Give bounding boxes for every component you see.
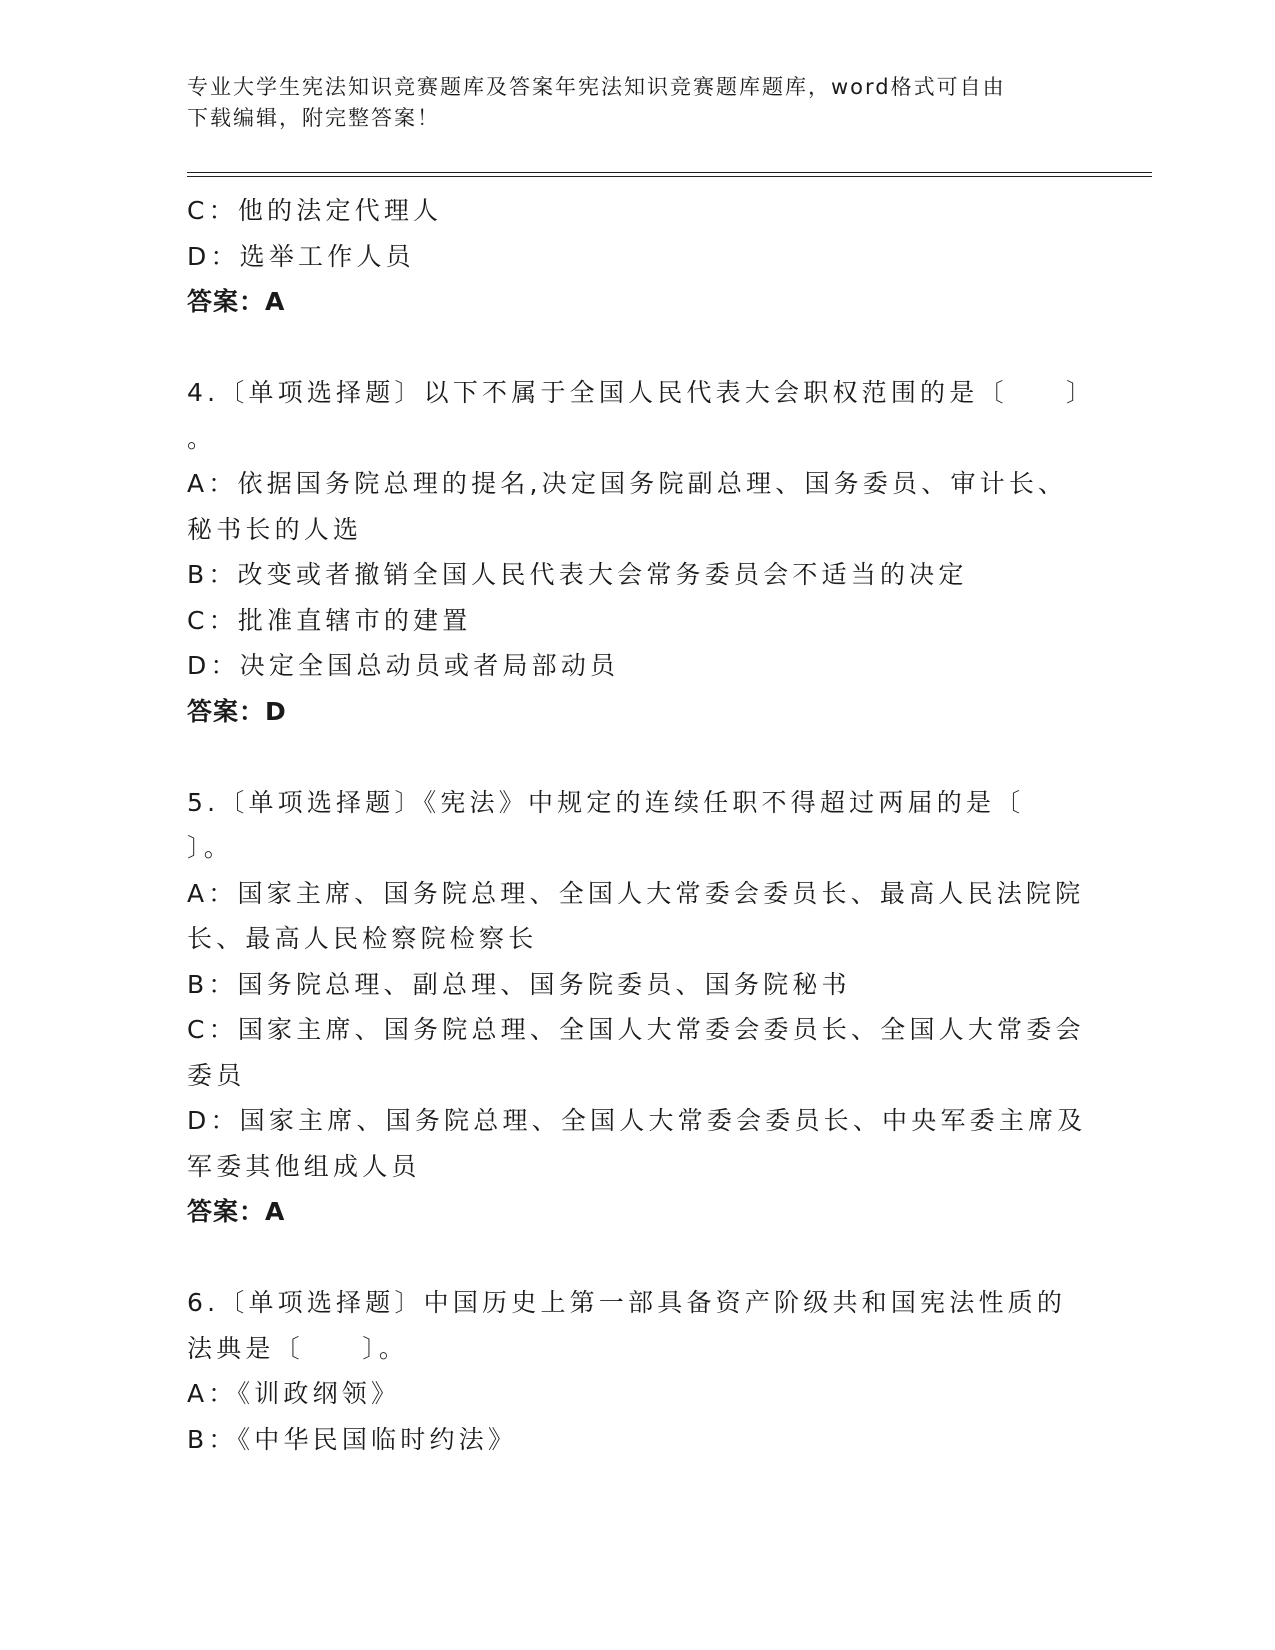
q4-stem-line-2: 。 xyxy=(187,423,217,453)
q5-option-b: B：国务院总理、副总理、国务院委员、国务院秘书 xyxy=(187,969,851,999)
header-rule-bottom xyxy=(187,176,1152,177)
spacer xyxy=(187,1235,1087,1281)
document-header xyxy=(187,72,1087,134)
q4-option-a-line-2: 秘书长的人选 xyxy=(187,514,363,544)
q4-stem-line-1: 4.〔单项选择题〕以下不属于全国人民代表大会职权范围的是〔 〕 xyxy=(187,378,1096,407)
q5-option-a-line-2: 长、最高人民检察院检察长 xyxy=(187,924,538,953)
q5-answer: 答案：A xyxy=(187,1197,286,1226)
question-4 xyxy=(187,370,1096,734)
q6-stem-line-2: 法典是〔 〕。 xyxy=(187,1333,409,1363)
header-rule-top xyxy=(187,172,1152,173)
q4-option-d: D：决定全国总动员或者局部动员 xyxy=(187,651,620,680)
question-6 xyxy=(187,1280,1087,1462)
question-3 xyxy=(187,188,1087,325)
q3-option-d: D：选举工作人员 xyxy=(187,241,415,271)
question-list xyxy=(187,188,1096,1462)
q4-option-a-line-1: A：依据国务院总理的提名,决定国务院副总理、国务委员、审计长、 xyxy=(187,469,1068,498)
q6-option-b: B：《中华民国临时约法》 xyxy=(187,1424,518,1454)
q5-option-d-line-2: 军委其他组成人员 xyxy=(187,1151,421,1181)
q4-option-c: C：批准直辖市的建置 xyxy=(187,605,472,635)
q5-stem-line-1: 5.〔单项选择题〕《宪法》中规定的连续任职不得超过两届的是〔 xyxy=(187,787,1025,817)
q5-option-a-line-1: A：国家主席、国务院总理、全国人大常委会委员长、最高人民法院院 xyxy=(187,878,1085,908)
q4-option-b: B：改变或者撤销全国人民代表大会常务委员会不适当的决定 xyxy=(187,560,968,589)
header-line-1: 专业大学生宪法知识竞赛题库及答案年宪法知识竞赛题库题库，word格式可自由 xyxy=(187,75,1006,99)
q5-option-c-line-1: C：国家主席、国务院总理、全国人大常委会委员长、全国人大常委会 xyxy=(187,1015,1085,1044)
q5-option-d-line-1: D：国家主席、国务院总理、全国人大常委会委员长、中央军委主席及 xyxy=(187,1106,1087,1135)
q3-option-c: C：他的法定代理人 xyxy=(187,196,443,225)
header-line-2: 下载编辑，附完整答案！ xyxy=(187,106,440,130)
spacer xyxy=(187,325,1087,371)
spacer xyxy=(187,734,1087,780)
question-5 xyxy=(187,780,1087,1235)
q6-option-a: A：《训政纲领》 xyxy=(187,1379,401,1408)
q5-option-c-line-2: 委员 xyxy=(187,1060,246,1090)
q5-stem-line-2: 〕。 xyxy=(187,833,233,862)
q3-answer: 答案：A xyxy=(187,287,286,316)
q4-answer: 答案：D xyxy=(187,696,287,726)
q6-stem-line-1: 6.〔单项选择题〕中国历史上第一部具备资产阶级共和国宪法性质的 xyxy=(187,1288,1067,1317)
